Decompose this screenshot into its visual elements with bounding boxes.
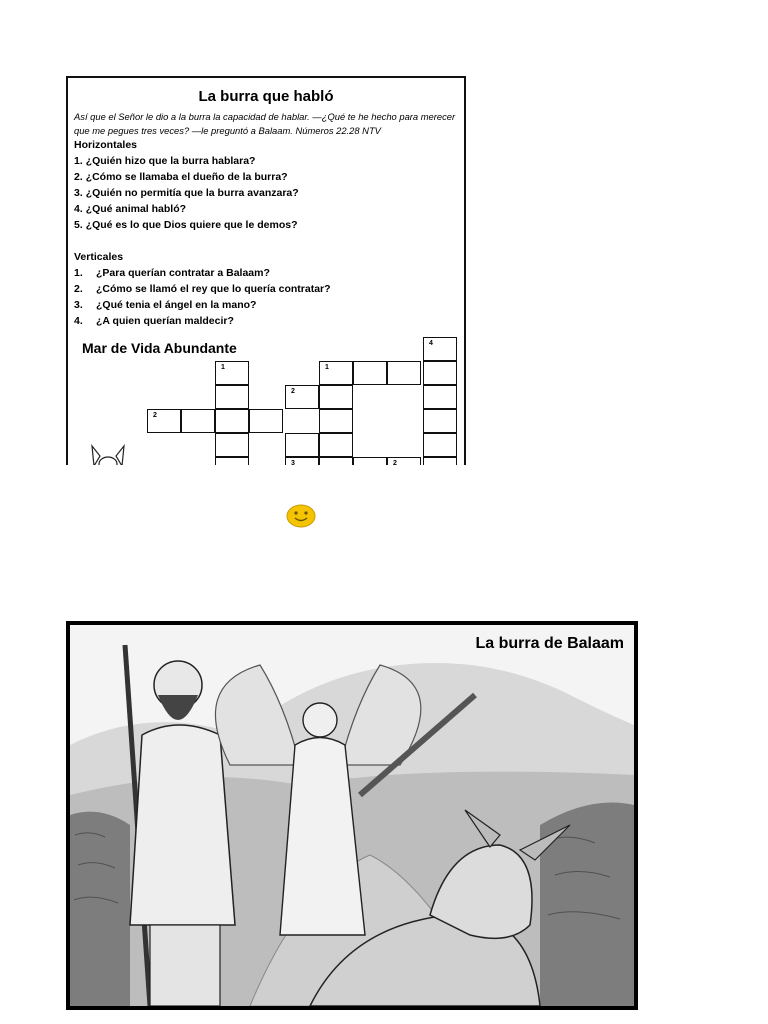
horizontal-clue: 1. ¿Quién hizo que la burra hablara? [74, 155, 256, 167]
crossword-worksheet [66, 76, 466, 465]
worksheet-title: La burra que habló [198, 88, 334, 105]
grid-cell[interactable] [215, 409, 249, 433]
vertical-clue: 3. ¿Qué tenia el ángel en la mano? [74, 299, 257, 311]
grid-cell[interactable] [319, 385, 353, 409]
balaam-illustration [66, 621, 638, 1010]
vertical-clue: 1. ¿Para querían contratar a Balaam? [74, 267, 270, 279]
horizontal-clue: 5. ¿Qué es lo que Dios quiere que le demos? [74, 219, 298, 231]
vertical-clue: 4. ¿A quien querían maldecir? [74, 315, 234, 327]
grid-cell[interactable] [423, 361, 457, 385]
grid-cell[interactable]: 4 [423, 337, 457, 361]
grid-cell[interactable]: 1 [215, 361, 249, 385]
smiley-face-icon [285, 503, 317, 529]
scene-drawing [70, 625, 634, 1006]
grid-cell[interactable] [215, 433, 249, 457]
grid-cell[interactable] [423, 385, 457, 409]
vertical-heading: Verticales [74, 251, 124, 263]
vertical-clue: 2. ¿Cómo se llamó el rey que lo quería contratar? [74, 283, 331, 295]
grid-cell[interactable] [215, 385, 249, 409]
grid-cell[interactable]: 2 [285, 385, 319, 409]
grid-cell[interactable] [353, 361, 387, 385]
grid-cell[interactable]: 2 [147, 409, 181, 433]
horizontal-heading: Horizontales [74, 139, 138, 151]
grid-cell[interactable] [353, 457, 387, 465]
grid-cell[interactable] [181, 409, 215, 433]
grid-cell[interactable] [249, 409, 283, 433]
grid-cell[interactable] [285, 433, 319, 457]
brand-name: Mar de Vida Abundante [82, 340, 237, 356]
grid-cell[interactable] [423, 409, 457, 433]
grid-cell[interactable]: 3 [285, 457, 319, 465]
bible-verse: Así que el Señor le dio a la burra la capacidad de hablar. —¿Qué te he hecho para merecer que me pegues tres veces? —le preguntó a Balaam. Números 22.28 NTV [74, 111, 456, 136]
grid-cell[interactable] [319, 409, 353, 433]
grid-cell[interactable] [423, 457, 457, 465]
horizontal-clue: 3. ¿Quién no permitía que la burra avanzara? [74, 187, 299, 199]
grid-cell[interactable] [319, 457, 353, 465]
horizontal-clue: 2. ¿Cómo se llamaba el dueño de la burra? [74, 171, 288, 183]
grid-cell[interactable] [215, 457, 249, 465]
grid-cell[interactable]: 2 [387, 457, 421, 465]
horizontal-clue: 4. ¿Qué animal habló? [74, 203, 187, 215]
grid-cell[interactable] [319, 433, 353, 457]
donkey-head-icon [88, 442, 128, 465]
grid-cell[interactable]: 1 [319, 361, 353, 385]
grid-cell[interactable] [387, 361, 421, 385]
illustration-title: La burra de Balaam [475, 635, 624, 652]
grid-cell[interactable] [423, 433, 457, 457]
